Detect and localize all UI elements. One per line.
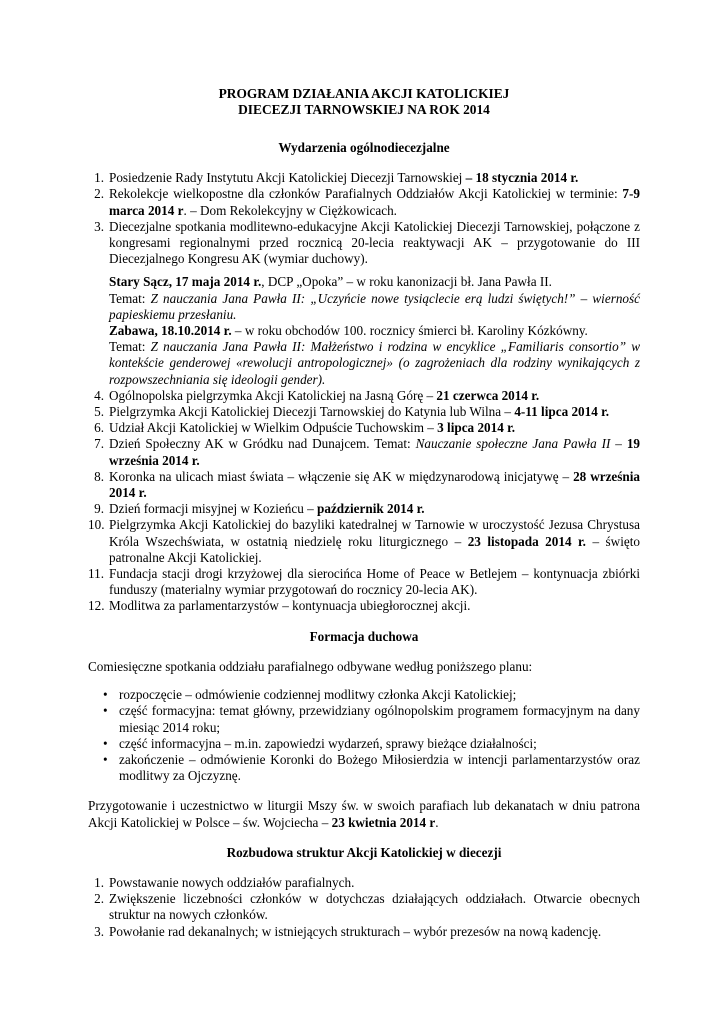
item-text: Zwiększenie liczebności członków w dotychczas działających oddziałach. Otwarcie obecnych struktur na nowych członków. — [109, 891, 640, 923]
section-heading-formation: Formacja duchowa — [309, 628, 419, 644]
bullet-icon: • — [103, 703, 108, 719]
outro-text: Przygotowanie i uczestnictwo w liturgii Mszy św. w swoich parafiach lub dekanatach w dniu patrona Akcji Katolickiej w Polsce – św. Wojciecha – — [88, 798, 640, 830]
list-item — [88, 186, 640, 218]
congress-place: Zabawa — [109, 323, 155, 339]
formation-outro — [88, 798, 640, 830]
list-item — [88, 875, 640, 891]
outro-end: . — [435, 814, 439, 830]
list-number: 2. — [94, 891, 104, 907]
item-text-after: – święto patronalne Akcji Katolickiej. — [109, 533, 640, 565]
list-number: 3. — [94, 923, 104, 939]
bullet-text: rozpoczęcie – odmówienie codziennej modlitwy członka Akcji Katolickiej; — [119, 687, 517, 703]
congress-desc: , DCP „Opoka” – w roku kanonizacji bł. Jana Pawła II. — [261, 274, 552, 290]
bullet-icon: • — [103, 751, 108, 767]
section-heading-events: Wydarzenia ogólnodiecezjalne — [278, 140, 450, 155]
congress-date: , 18.10.2014 r. — [154, 323, 232, 339]
item-date: 19 września 2014 r. — [109, 436, 640, 468]
document-title — [88, 86, 640, 118]
regional-congresses — [88, 274, 640, 387]
structures-list — [88, 875, 640, 940]
topic-text: Z nauczania Jana Pawła II: Małżeństwo i rodzina w encyklice „Familiaris consortio” w kontekście genderowej «rewolucji antropologicznej» (o zagrożeniach dla rodziny wynikających z rozpowszechniania się ideologii gender). — [109, 339, 640, 387]
item-date: 23 listopada 2014 r. — [467, 533, 586, 549]
topic-label: Temat: — [109, 339, 151, 355]
list-number: 5. — [94, 404, 104, 420]
congress-desc: – w roku obchodów 100. rocznicy śmierci bł. Karoliny Kózkówny. — [231, 323, 588, 339]
item-dash: – — [610, 436, 627, 452]
item-date: 21 czerwca 2014 r. — [436, 387, 540, 403]
item-text-after: . – Dom Rekolekcyjny w Ciężkowicach. — [183, 202, 397, 218]
list-item — [88, 517, 640, 566]
item-text: Powołanie rad dekanalnych; w istniejących strukturach – wybór prezesów na nową kadencję. — [109, 923, 602, 939]
congress-date: , 17 maja 2014 r. — [168, 274, 262, 290]
list-item — [88, 891, 640, 923]
item-text: Fundacja stacji drogi krzyżowej dla sierocińca Home of Peace w Betlejem – kontynuacja zbiórki funduszy (materialny wymiar przygotowań do rocznicy 20-lecia AK). — [109, 566, 640, 598]
list-number: 11. — [88, 566, 104, 582]
list-number: 6. — [94, 420, 104, 436]
item-date: 28 września 2014 r. — [109, 468, 640, 501]
item-text: Dzień Społeczny AK w Gródku nad Dunajcem. Temat: — [109, 436, 416, 452]
list-item — [88, 420, 640, 436]
congress-place: Stary Sącz — [109, 274, 169, 290]
item-text: Diecezjalne spotkania modlitewno-edukacyjne Akcji Katolickiej Diecezji Tarnowskiej, połączone z kongresami regionalnymi przed rocznicą 20-lecia reaktywacji AK – przygotowanie do III Diecezjalnego Kongresu AK (wymiar duchowy). — [109, 218, 640, 267]
list-item — [88, 436, 640, 468]
item-topic: Nauczanie społeczne Jana Pawła II — [415, 436, 611, 452]
list-number: 9. — [94, 501, 104, 517]
bullet-item — [88, 687, 640, 703]
item-text: Ogólnopolska pielgrzymka Akcji Katolickiej na Jasną Górę – — [109, 387, 437, 403]
bullet-text: część informacyjna – m.in. zapowiedzi wydarzeń, sprawy bieżące działalności; — [119, 735, 537, 751]
list-number: 8. — [94, 468, 104, 484]
list-item — [88, 924, 640, 940]
topic-text: Z nauczania Jana Pawła II: „Uczyńcie nowe tysiąclecie erą ludzi świętych!” – wierność papieskiemu przesłaniu. — [109, 290, 640, 322]
congress-topic — [109, 339, 640, 388]
item-text: Dzień formacji misyjnej w Kozieńcu – — [109, 501, 318, 517]
title-line-1: PROGRAM DZIAŁANIA AKCJI KATOLICKIEJ — [218, 86, 510, 101]
meeting-plan-list — [88, 687, 640, 784]
outro-date: 23 kwietnia 2014 r — [331, 814, 436, 830]
list-number: 1. — [94, 170, 104, 186]
bullet-icon: • — [103, 687, 108, 703]
bullet-item — [88, 736, 640, 752]
item-text: Udział Akcji Katolickiej w Wielkim Odpuście Tuchowskim – — [109, 420, 438, 436]
item-date: 3 lipca 2014 r. — [437, 420, 516, 436]
congress-zabawa — [109, 323, 640, 339]
list-number: 7. — [94, 436, 104, 452]
topic-label: Temat: — [109, 290, 151, 306]
congress-topic — [109, 291, 640, 323]
list-item — [88, 404, 640, 420]
list-number: 2. — [94, 186, 104, 202]
formation-intro: Comiesięczne spotkania oddziału parafialnego odbywane według poniższego planu: — [88, 658, 533, 674]
bullet-text: część formacyjna: temat główny, przewidziany ogólnopolskim programem formacyjnym na dany miesiąc 2014 roku; — [119, 703, 640, 735]
bullet-text: zakończenie – odmówienie Koronki do Bożego Miłosierdzia w intencji parlamentarzystów oraz modlitwy za Ojczyznę. — [119, 751, 640, 784]
list-number: 12. — [88, 598, 105, 614]
item-text: Pielgrzymka Akcji Katolickiej Diecezji Tarnowskiej do Katynia lub Wilna – — [109, 404, 515, 420]
item-text: Powstawanie nowych oddziałów parafialnych. — [109, 874, 355, 890]
list-item — [88, 388, 640, 404]
list-item — [88, 598, 640, 614]
item-date: – 18 stycznia 2014 r. — [465, 170, 579, 186]
item-date: 7-9 marca 2014 r — [109, 186, 640, 218]
item-text: Posiedzenie Rady Instytutu Akcji Katolickiej Diecezji Tarnowskiej — [109, 170, 466, 186]
list-item — [88, 170, 640, 186]
bullet-item — [88, 703, 640, 735]
item-date: 4-11 lipca 2014 r. — [514, 404, 610, 420]
list-number: 3. — [94, 218, 104, 234]
title-line-2: DIECEZJI TARNOWSKIEJ NA ROK 2014 — [238, 102, 490, 117]
list-item — [88, 469, 640, 501]
item-date: październik 2014 r. — [317, 501, 425, 517]
events-list-continued — [88, 388, 640, 615]
item-text: Pielgrzymka Akcji Katolickiej do bazyliki katedralnej w Tarnowie w uroczystość Jezusa Chrystusa Króla Wszechświata, w ostatnią niedzielę roku liturgicznego – — [109, 517, 640, 549]
bullet-item — [88, 752, 640, 784]
congress-stary-sacz — [109, 274, 640, 290]
list-number: 10. — [88, 517, 105, 533]
item-text: Modlitwa za parlamentarzystów – kontynuacja ubiegłorocznej akcji. — [109, 598, 471, 614]
bullet-icon: • — [103, 735, 108, 751]
events-list — [88, 170, 640, 267]
item-text: Koronka na ulicach miast świata – włączenie się AK w międzynarodową inicjatywę – — [109, 468, 574, 484]
document-page — [88, 86, 640, 940]
list-item — [88, 219, 640, 268]
list-number: 1. — [94, 874, 104, 890]
list-item — [88, 566, 640, 598]
section-heading-structures: Rozbudowa struktur Akcji Katolickiej w diecezji — [226, 844, 502, 860]
item-text: Rekolekcje wielkopostne dla członków Parafialnych Oddziałów Akcji Katolickiej w terminie: — [109, 186, 623, 202]
list-item — [88, 501, 640, 517]
list-number: 4. — [94, 387, 104, 403]
